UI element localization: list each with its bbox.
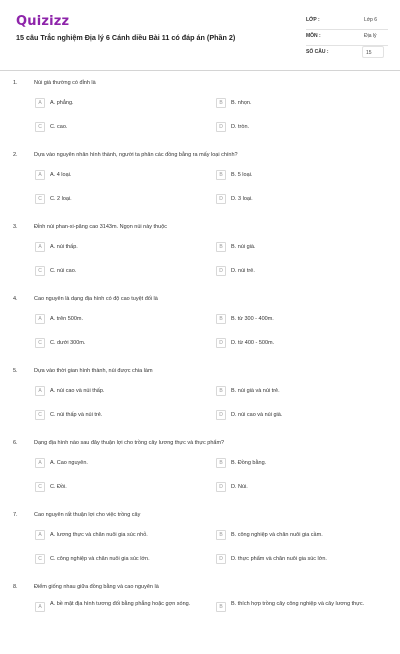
question-6	[0, 438, 400, 510]
option-letter-box[interactable]: D	[216, 410, 226, 420]
option-letter-box[interactable]: D	[216, 554, 226, 564]
option-text: C. Đồi.	[50, 484, 67, 490]
meta-count-value: 15	[362, 46, 384, 58]
option-text: D. núi cao và núi già.	[231, 412, 283, 418]
option-letter-box[interactable]: B	[216, 98, 226, 108]
option-letter-box[interactable]: D	[216, 122, 226, 132]
meta-class-label: LỚP :	[306, 17, 320, 23]
question-text: Dạng địa hình nào sau đây thuận lợi cho trồng cây lương thực và thực phẩm?	[34, 440, 225, 446]
option-text: B. từ 300 - 400m.	[231, 316, 274, 322]
option-letter-box[interactable]: A	[35, 170, 45, 180]
question-text: Điểm giống nhau giữa đồng bằng và cao nguyên là	[34, 584, 159, 590]
option-text: C. dưới 300m.	[50, 340, 86, 346]
option-text: B. 5 loại.	[231, 172, 253, 178]
meta-count-row	[306, 46, 388, 61]
option-text: D. từ 400 - 500m.	[231, 340, 275, 346]
option-letter-box[interactable]: D	[216, 194, 226, 204]
option-text: B. thích hợp trồng cây công nghiệp và cây lương thực.	[231, 601, 365, 607]
option-text: A. bề mặt địa hình tương đối bằng phẳng hoặc gợn sóng.	[50, 601, 191, 607]
option-text: D. núi trẻ.	[231, 268, 255, 274]
question-number: 2.	[13, 152, 18, 158]
option-letter-box[interactable]: A	[35, 530, 45, 540]
question-8	[0, 582, 400, 654]
option-letter-box[interactable]: B	[216, 314, 226, 324]
option-text: D. 3 loại.	[231, 196, 253, 202]
meta-class-row	[306, 14, 388, 30]
option-letter-box[interactable]: A	[35, 242, 45, 252]
option-letter-box[interactable]: A	[35, 386, 45, 396]
option-text: A. lương thực và chăn nuôi gia súc nhỏ.	[50, 532, 148, 538]
header-divider	[0, 70, 400, 71]
option-letter-box[interactable]: A	[35, 314, 45, 324]
option-letter-box[interactable]: C	[35, 482, 45, 492]
question-text: Cao nguyên rất thuận lợi cho việc trồng cây	[34, 512, 141, 518]
option-letter-box[interactable]: D	[216, 338, 226, 348]
option-text: A. Cao nguyên.	[50, 460, 88, 466]
option-text: D. thực phẩm và chăn nuôi gia súc lớn.	[231, 556, 327, 562]
meta-count-label: SỐ CÂU :	[306, 49, 329, 55]
option-letter-box[interactable]: B	[216, 386, 226, 396]
question-text: Cao nguyên là dạng địa hình có độ cao tuyệt đối là	[34, 296, 158, 302]
meta-subject-row	[306, 30, 388, 46]
meta-subject-label: MÔN :	[306, 33, 321, 39]
option-text: C. núi thấp và núi trẻ.	[50, 412, 103, 418]
option-letter-box[interactable]: C	[35, 266, 45, 276]
option-letter-box[interactable]: A	[35, 98, 45, 108]
option-text: B. núi già và núi trẻ.	[231, 388, 280, 394]
option-letter-box[interactable]: B	[216, 530, 226, 540]
question-number: 5.	[13, 368, 18, 374]
option-letter-box[interactable]: A	[35, 458, 45, 468]
option-letter-box[interactable]: C	[35, 410, 45, 420]
option-letter-box[interactable]: D	[216, 482, 226, 492]
option-letter-box[interactable]: B	[216, 242, 226, 252]
option-text: B. nhọn.	[231, 100, 252, 106]
option-letter-box[interactable]: C	[35, 194, 45, 204]
option-text: C. 2 loại.	[50, 196, 72, 202]
question-number: 7.	[13, 512, 18, 518]
option-text: C. cao.	[50, 124, 68, 130]
worksheet-header	[0, 0, 400, 70]
question-3	[0, 222, 400, 294]
option-letter-box[interactable]: B	[216, 458, 226, 468]
option-letter-box[interactable]: A	[35, 602, 45, 612]
option-text: B. núi già.	[231, 244, 256, 250]
option-letter-box[interactable]: D	[216, 266, 226, 276]
question-list	[0, 78, 400, 654]
option-letter-box[interactable]: C	[35, 122, 45, 132]
question-4	[0, 294, 400, 366]
option-text: C. công nghiệp và chăn nuôi gia súc lớn.	[50, 556, 150, 562]
question-1	[0, 78, 400, 150]
question-number: 6.	[13, 440, 18, 446]
question-text: Dựa vào thời gian hình thành, núi được chia làm	[34, 368, 153, 374]
option-letter-box[interactable]: B	[216, 170, 226, 180]
option-letter-box[interactable]: C	[35, 554, 45, 564]
question-5	[0, 366, 400, 438]
option-text: A. núi cao và núi thấp.	[50, 388, 105, 394]
question-number: 4.	[13, 296, 18, 302]
option-text: A. núi thấp.	[50, 244, 78, 250]
option-text: B. Đồng bằng.	[231, 460, 267, 466]
question-text: Đỉnh núi phan-xi-păng cao 3143m. Ngọn núi này thuộc	[34, 224, 168, 230]
meta-class-value: Lớp 6	[364, 17, 378, 23]
option-text: D. Núi.	[231, 484, 248, 490]
option-text: C. núi cao.	[50, 268, 77, 274]
question-2	[0, 150, 400, 222]
question-number: 1.	[13, 80, 18, 86]
option-letter-box[interactable]: C	[35, 338, 45, 348]
quizizz-logo[interactable]: Quizizz	[16, 14, 70, 29]
option-text: B. công nghiệp và chăn nuôi gia cầm.	[231, 532, 323, 538]
option-text: A. 4 loại.	[50, 172, 72, 178]
option-letter-box[interactable]: B	[216, 602, 226, 612]
question-number: 3.	[13, 224, 18, 230]
question-text: Núi già thường có đỉnh là	[34, 80, 96, 86]
meta-subject-value: Địa lý	[364, 33, 377, 39]
worksheet-meta	[306, 14, 388, 61]
option-text: A. phẳng.	[50, 100, 74, 106]
worksheet-title: 15 câu Trắc nghiệm Địa lý 6 Cánh diều Bài 11 có đáp án (Phần 2)	[16, 33, 236, 42]
question-7	[0, 510, 400, 582]
question-text: Dựa vào nguyên nhân hình thành, người ta phân các đồng bằng ra mấy loại chính?	[34, 152, 238, 158]
question-number: 8.	[13, 584, 18, 590]
option-text: D. tròn.	[231, 124, 250, 130]
option-text: A. trên 500m.	[50, 316, 84, 322]
